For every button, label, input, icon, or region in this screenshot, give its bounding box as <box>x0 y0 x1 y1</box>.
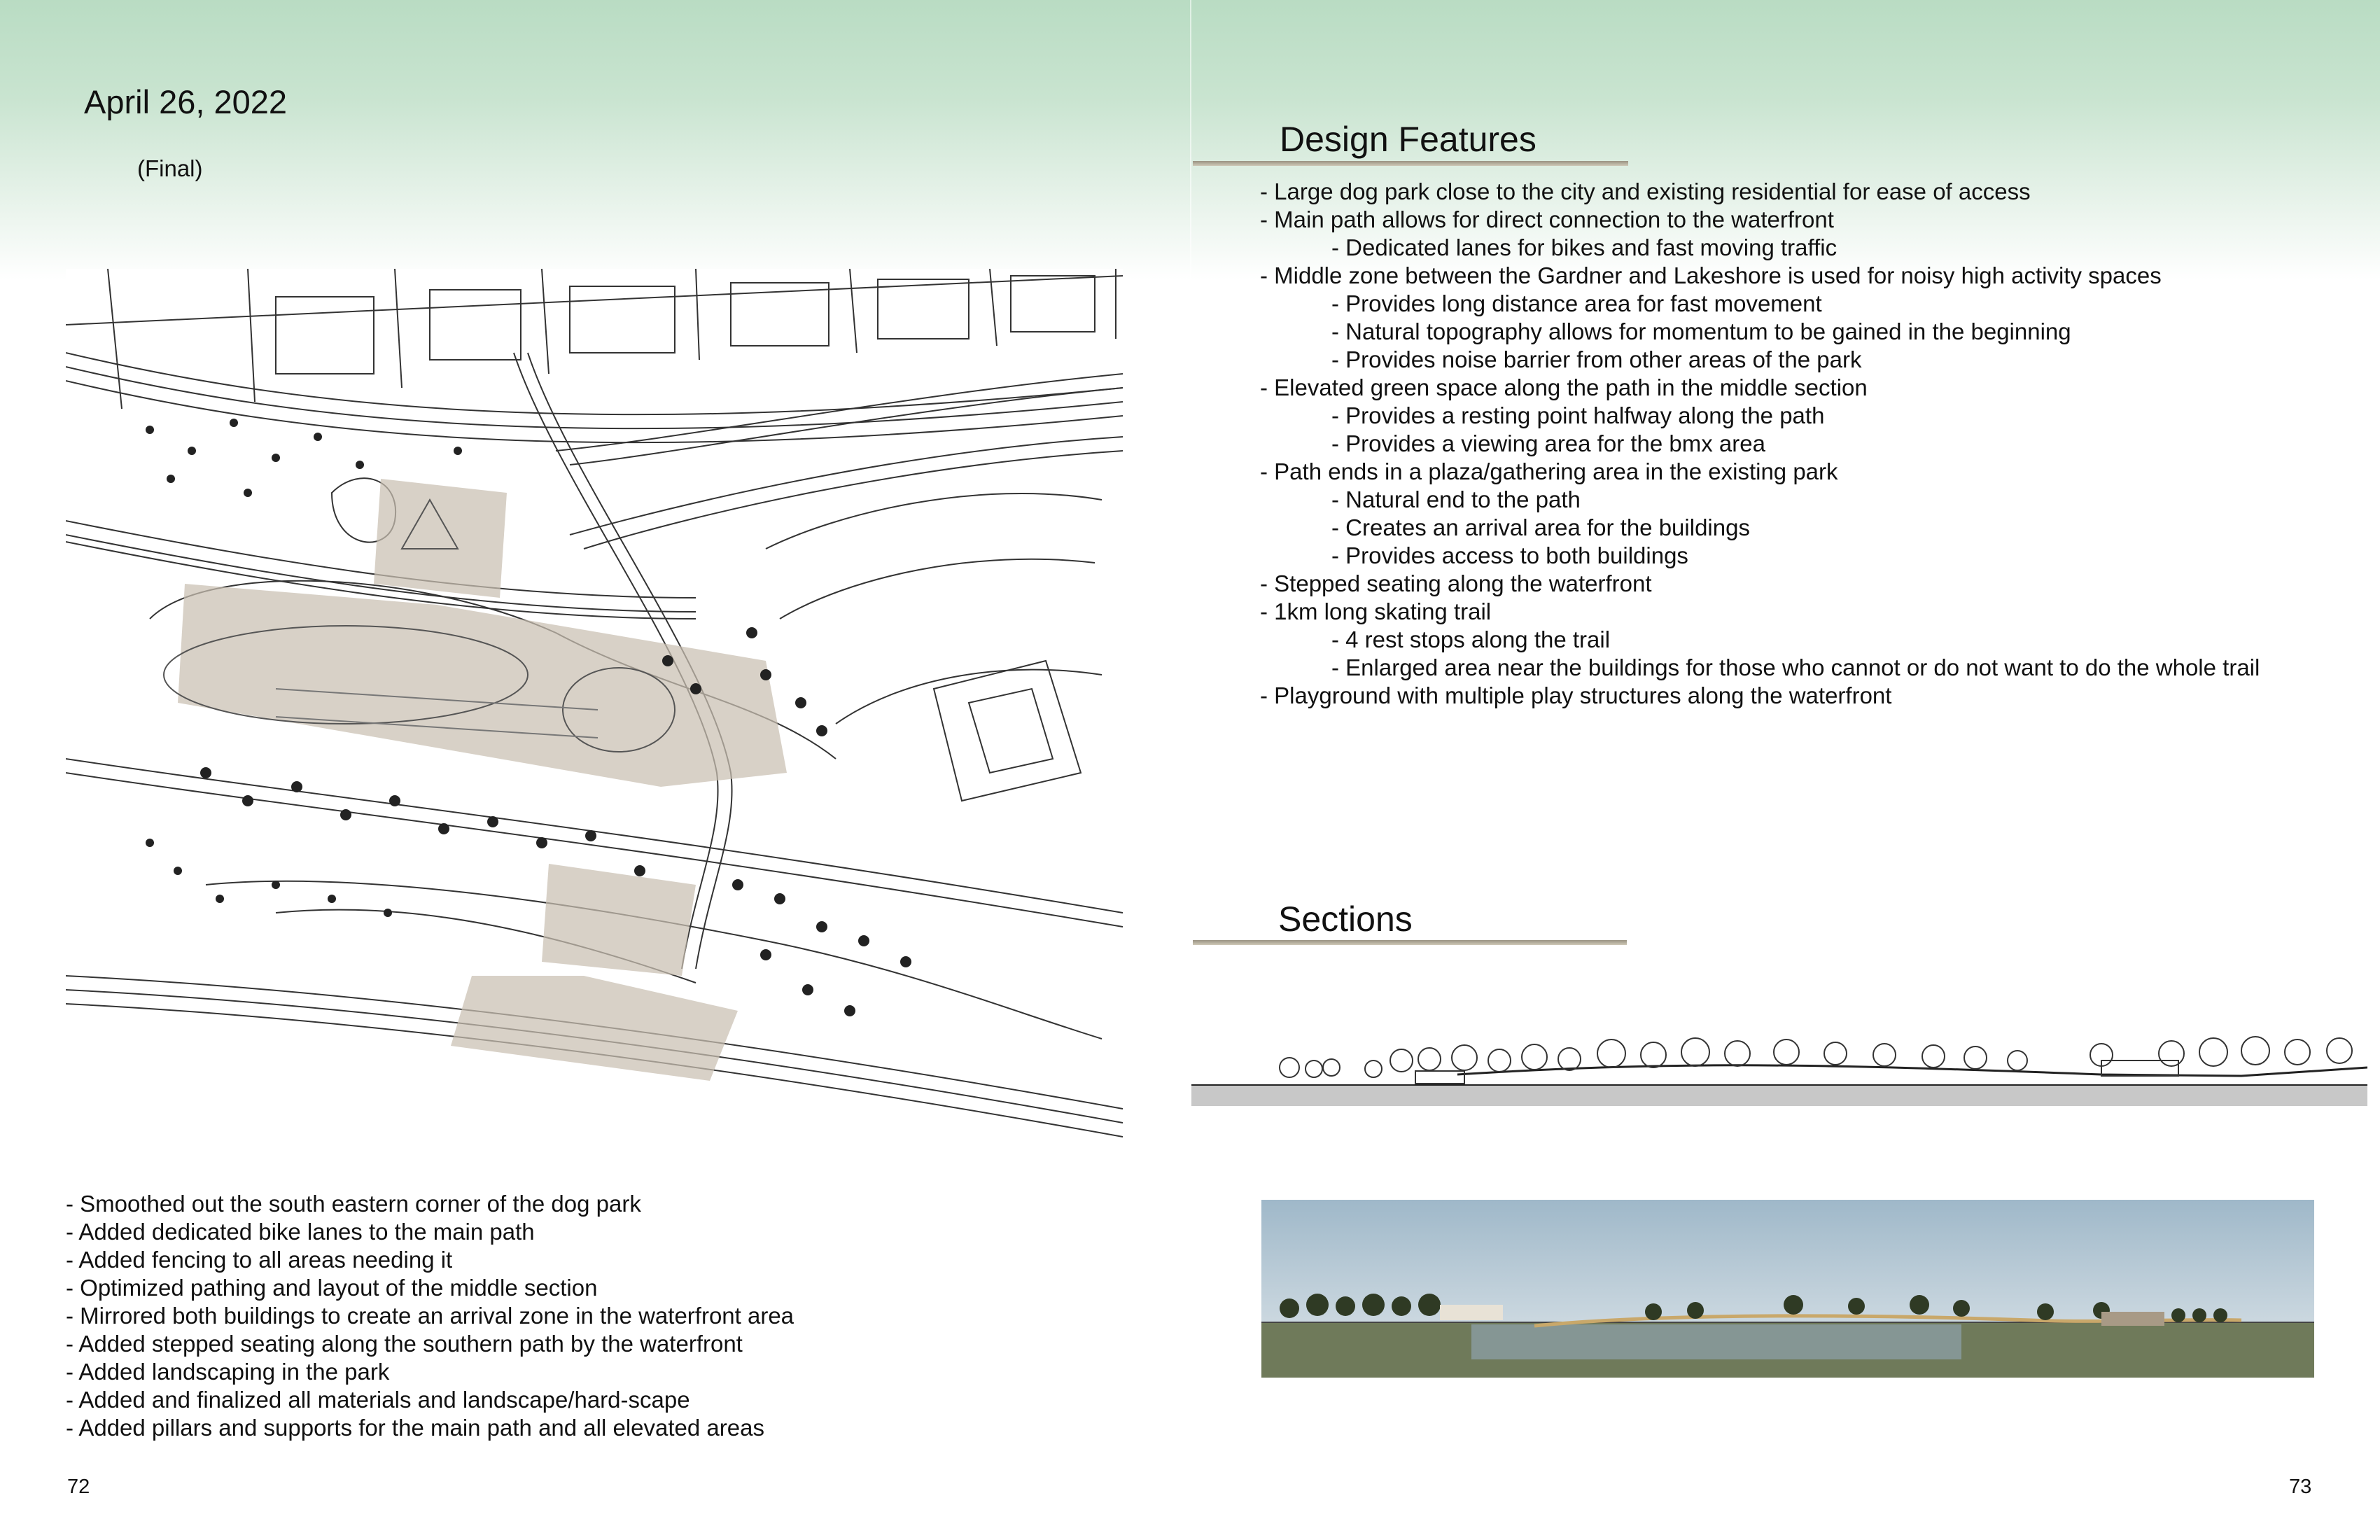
list-item: - Middle zone between the Gardner and Lakeshore is used for noisy high activity spaces <box>1260 262 2162 288</box>
list-subitem: - Natural end to the path <box>1331 486 1581 512</box>
site-plan-drawing <box>66 269 1123 1151</box>
list-item: - Added fencing to all areas needing it <box>66 1247 453 1273</box>
list-item: - Stepped seating along the waterfront <box>1260 570 1652 596</box>
section-render-image <box>1261 1200 2314 1378</box>
sections-heading: Sections <box>1278 899 1413 939</box>
list-subitem: - Enlarged area near the buildings for those who cannot or do not want to do the whole trail <box>1331 654 2260 680</box>
list-subitem: - Provides noise barrier from other areas of the park <box>1331 346 1862 372</box>
list-item: - Added landscaping in the park <box>66 1359 390 1385</box>
list-item: - Elevated green space along the path in the middle section <box>1260 374 1868 400</box>
page-number-left: 72 <box>67 1476 90 1498</box>
list-subitem: - Provides access to both buildings <box>1331 542 1688 568</box>
list-item: - 1km long skating trail <box>1260 598 1492 624</box>
list-item: - Path ends in a plaza/gathering area in the existing park <box>1260 458 1838 484</box>
design-features-heading: Design Features <box>1280 120 1536 159</box>
list-subitem: - Dedicated lanes for bikes and fast moving traffic <box>1331 234 1837 260</box>
changes-list <box>66 1190 1116 1442</box>
section-elevation-drawing <box>1191 1011 2367 1106</box>
list-item: - Optimized pathing and layout of the middle section <box>66 1275 598 1301</box>
list-item: - Main path allows for direct connection to the waterfront <box>1260 206 1834 232</box>
list-item: - Playground with multiple play structures along the waterfront <box>1260 682 1892 708</box>
design-features-list <box>1260 178 2352 710</box>
status-label: (Final) <box>137 155 203 181</box>
list-subitem: - Provides long distance area for fast movement <box>1331 290 1822 316</box>
list-item: - Added and finalized all materials and landscape/hard-scape <box>66 1387 690 1413</box>
list-subitem: - 4 rest stops along the trail <box>1331 626 1611 652</box>
heading-rule <box>1193 940 1627 945</box>
page-number-right: 73 <box>2289 1476 2312 1498</box>
list-subitem: - Creates an arrival area for the buildings <box>1331 514 1750 540</box>
list-item: - Added stepped seating along the southern path by the waterfront <box>66 1331 743 1357</box>
list-subitem: - Provides a resting point halfway along the path <box>1331 402 1825 428</box>
list-item: - Smoothed out the south eastern corner of the dog park <box>66 1191 641 1217</box>
list-subitem: - Provides a viewing area for the bmx area <box>1331 430 1765 456</box>
heading-rule <box>1193 161 1628 166</box>
list-item: - Large dog park close to the city and existing residential for ease of access <box>1260 178 2031 204</box>
list-item: - Added dedicated bike lanes to the main path <box>66 1219 535 1245</box>
page-spine <box>1190 0 1191 1540</box>
list-item: - Added pillars and supports for the main path and all elevated areas <box>66 1415 764 1441</box>
page-date: April 26, 2022 <box>84 83 288 120</box>
list-item: - Mirrored both buildings to create an arrival zone in the waterfront area <box>66 1303 794 1329</box>
list-subitem: - Natural topography allows for momentum to be gained in the beginning <box>1331 318 2071 344</box>
